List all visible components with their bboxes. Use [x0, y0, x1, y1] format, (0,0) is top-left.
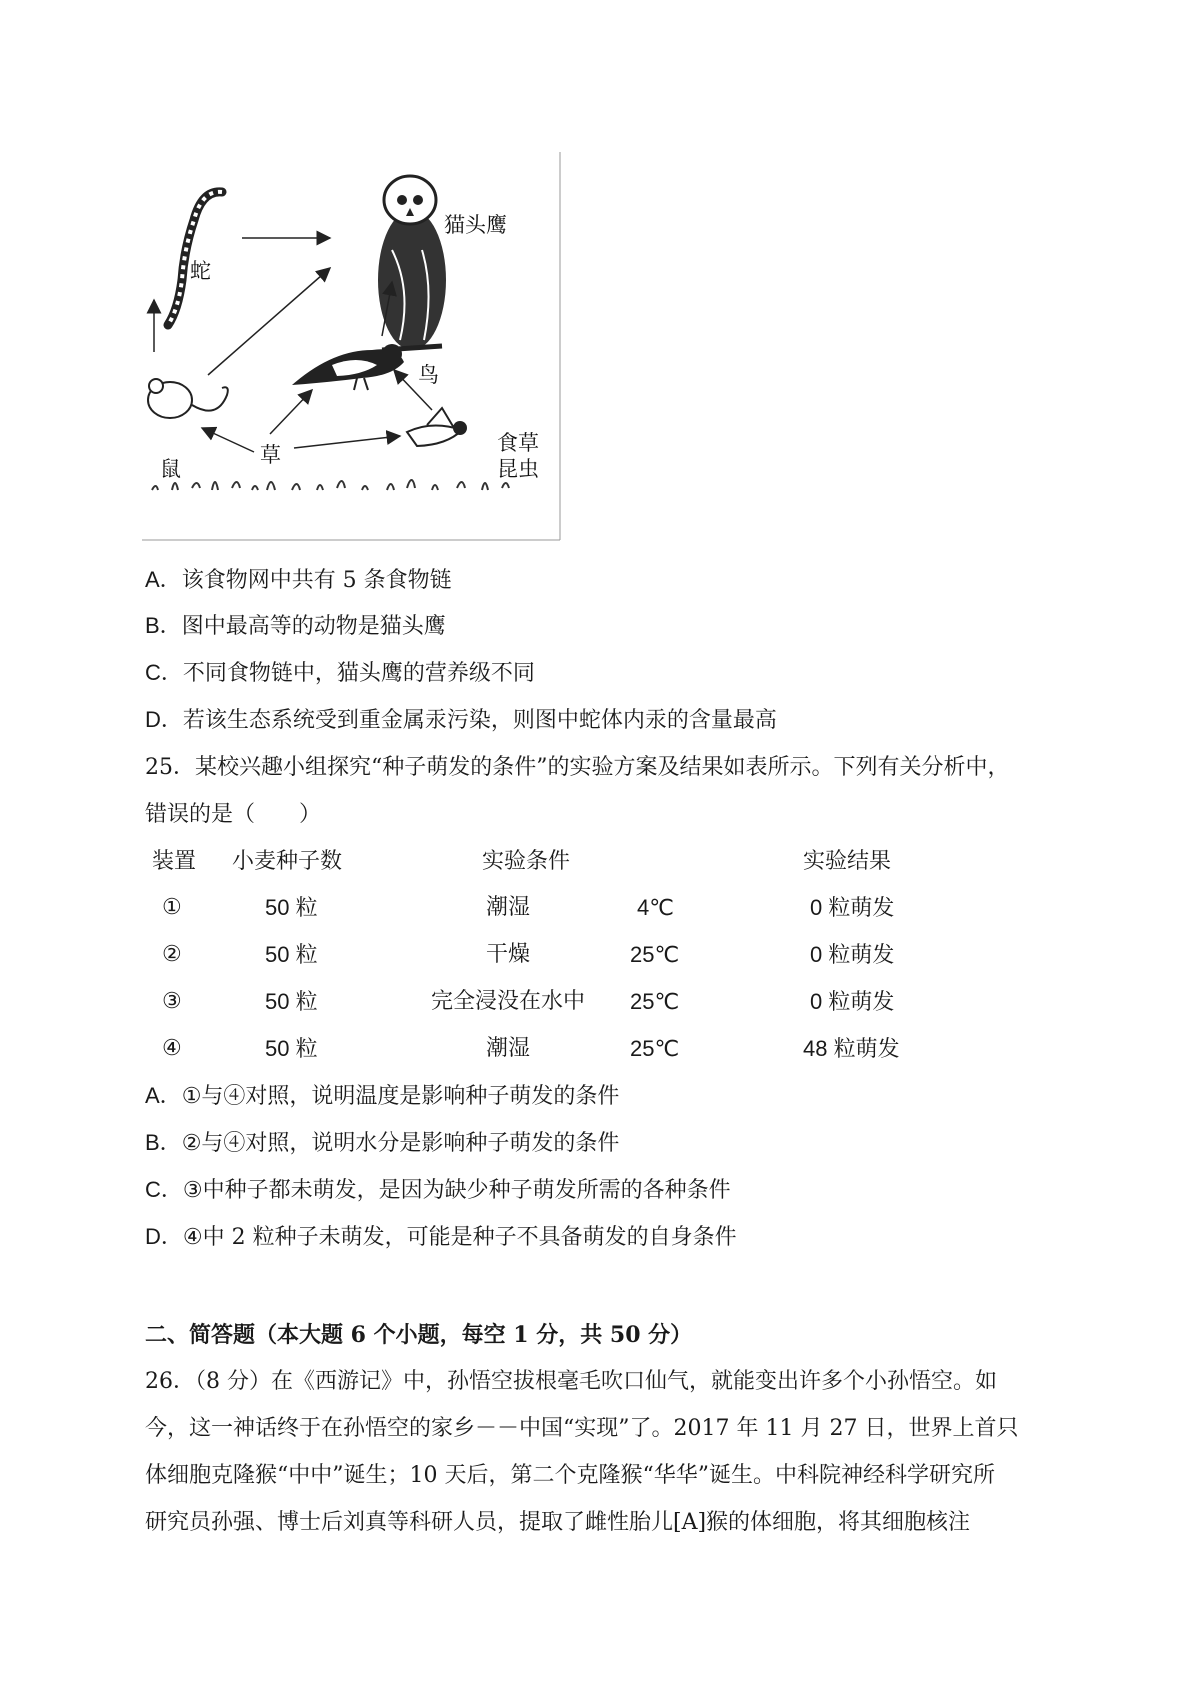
table-row-3-device: ③ — [162, 989, 182, 1014]
q25-option-c: C．③中种子都未萌发，是因为缺少种子萌发所需的各种条件 — [145, 1177, 731, 1203]
table-row-1-moisture: 潮湿 — [485, 895, 530, 920]
grass-drawing — [152, 480, 509, 490]
label-snake: 蛇 — [190, 259, 211, 283]
table-header-device: 装置 — [152, 849, 197, 874]
q24-option-a: A．该食物网中共有 5 条食物链 — [145, 567, 452, 593]
q25-option-b: B．②与④对照，说明水分是影响种子萌发的条件 — [145, 1130, 620, 1156]
label-mouse: 鼠 — [160, 457, 181, 481]
q26-line-1: 26．（8 分）在《西游记》中，孙悟空拔根毫毛吹口仙气，就能变出许多个小孙悟空。如 — [145, 1369, 997, 1394]
table-row-4-temp: 25℃ — [630, 1036, 680, 1061]
arrow-mouse-owl — [208, 268, 330, 375]
q26-line-4: 研究员孙强、博士后刘真等科研人员，提取了雌性胎儿[A]猴的体细胞，将其细胞核注 — [145, 1510, 971, 1535]
q25-stem-line2: 错误的是（ ） — [145, 802, 322, 827]
table-row-3-moisture: 完全浸没在水中 — [430, 989, 585, 1014]
q25-stem-line1: 25．某校兴趣小组探究“种子萌发的条件”的实验方案及结果如表所示。下列有关分析中， — [145, 755, 1010, 780]
arrow-grass-mouse — [202, 428, 254, 452]
mouse-drawing — [148, 379, 228, 418]
section-2-heading: 二、简答题（本大题 6 个小题，每空 1 分，共 50 分） — [145, 1322, 693, 1348]
table-row-4-seeds: 50 粒 — [265, 1036, 318, 1061]
insect-drawing — [407, 408, 467, 446]
label-owl: 猫头鹰 — [444, 213, 507, 237]
q25-option-d: D．④中 2 粒种子未萌发，可能是种子不具备萌发的自身条件 — [145, 1224, 737, 1250]
table-row-1-seeds: 50 粒 — [265, 895, 318, 920]
label-bird: 鸟 — [418, 363, 439, 387]
table-row-4-result: 48 粒萌发 — [803, 1036, 900, 1061]
table-row-1-result: 0 粒萌发 — [810, 895, 895, 920]
table-header-conditions: 实验条件 — [482, 849, 571, 874]
owl-drawing — [378, 176, 446, 350]
table-row-4-device: ④ — [162, 1036, 182, 1061]
table-row-4-moisture: 潮湿 — [485, 1036, 530, 1061]
label-grass: 草 — [260, 443, 281, 467]
food-web-figure — [142, 150, 562, 542]
table-header-result: 实验结果 — [803, 849, 892, 874]
table-header-seeds: 小麦种子数 — [232, 849, 343, 874]
bird-drawing — [292, 344, 404, 390]
q24-option-c: C．不同食物链中，猫头鹰的营养级不同 — [145, 660, 535, 686]
table-row-2-result: 0 粒萌发 — [810, 942, 895, 967]
q26-line-3: 体细胞克隆猴“中中”诞生；10 天后，第二个克隆猴“华华”诞生。中科院神经科学研究所 — [145, 1463, 995, 1488]
arrow-grass-insect — [294, 436, 400, 448]
q24-option-d: D．若该生态系统受到重金属汞污染，则图中蛇体内汞的含量最高 — [145, 707, 777, 733]
table-row-2-moisture: 干燥 — [485, 942, 530, 967]
table-row-3-seeds: 50 粒 — [265, 989, 318, 1014]
table-row-1-temp: 4℃ — [637, 895, 674, 920]
table-row-2-device: ② — [162, 942, 182, 967]
table-row-2-seeds: 50 粒 — [265, 942, 318, 967]
table-row-3-temp: 25℃ — [630, 989, 680, 1014]
label-insect-line1: 食草 — [497, 431, 539, 455]
label-insect-line2: 昆虫 — [497, 457, 539, 481]
table-row-2-temp: 25℃ — [630, 942, 680, 967]
q26-line-2: 今，这一神话终于在孙悟空的家乡－－中国“实现”了。2017 年 11 月 27 日，世界上首只 — [145, 1416, 1019, 1441]
q25-option-a: A．①与④对照，说明温度是影响种子萌发的条件 — [145, 1083, 620, 1109]
q24-option-b: B．图中最高等的动物是猫头鹰 — [145, 613, 446, 639]
arrow-grass-bird — [270, 390, 312, 434]
table-row-1-device: ① — [162, 895, 182, 920]
table-row-3-result: 0 粒萌发 — [810, 989, 895, 1014]
